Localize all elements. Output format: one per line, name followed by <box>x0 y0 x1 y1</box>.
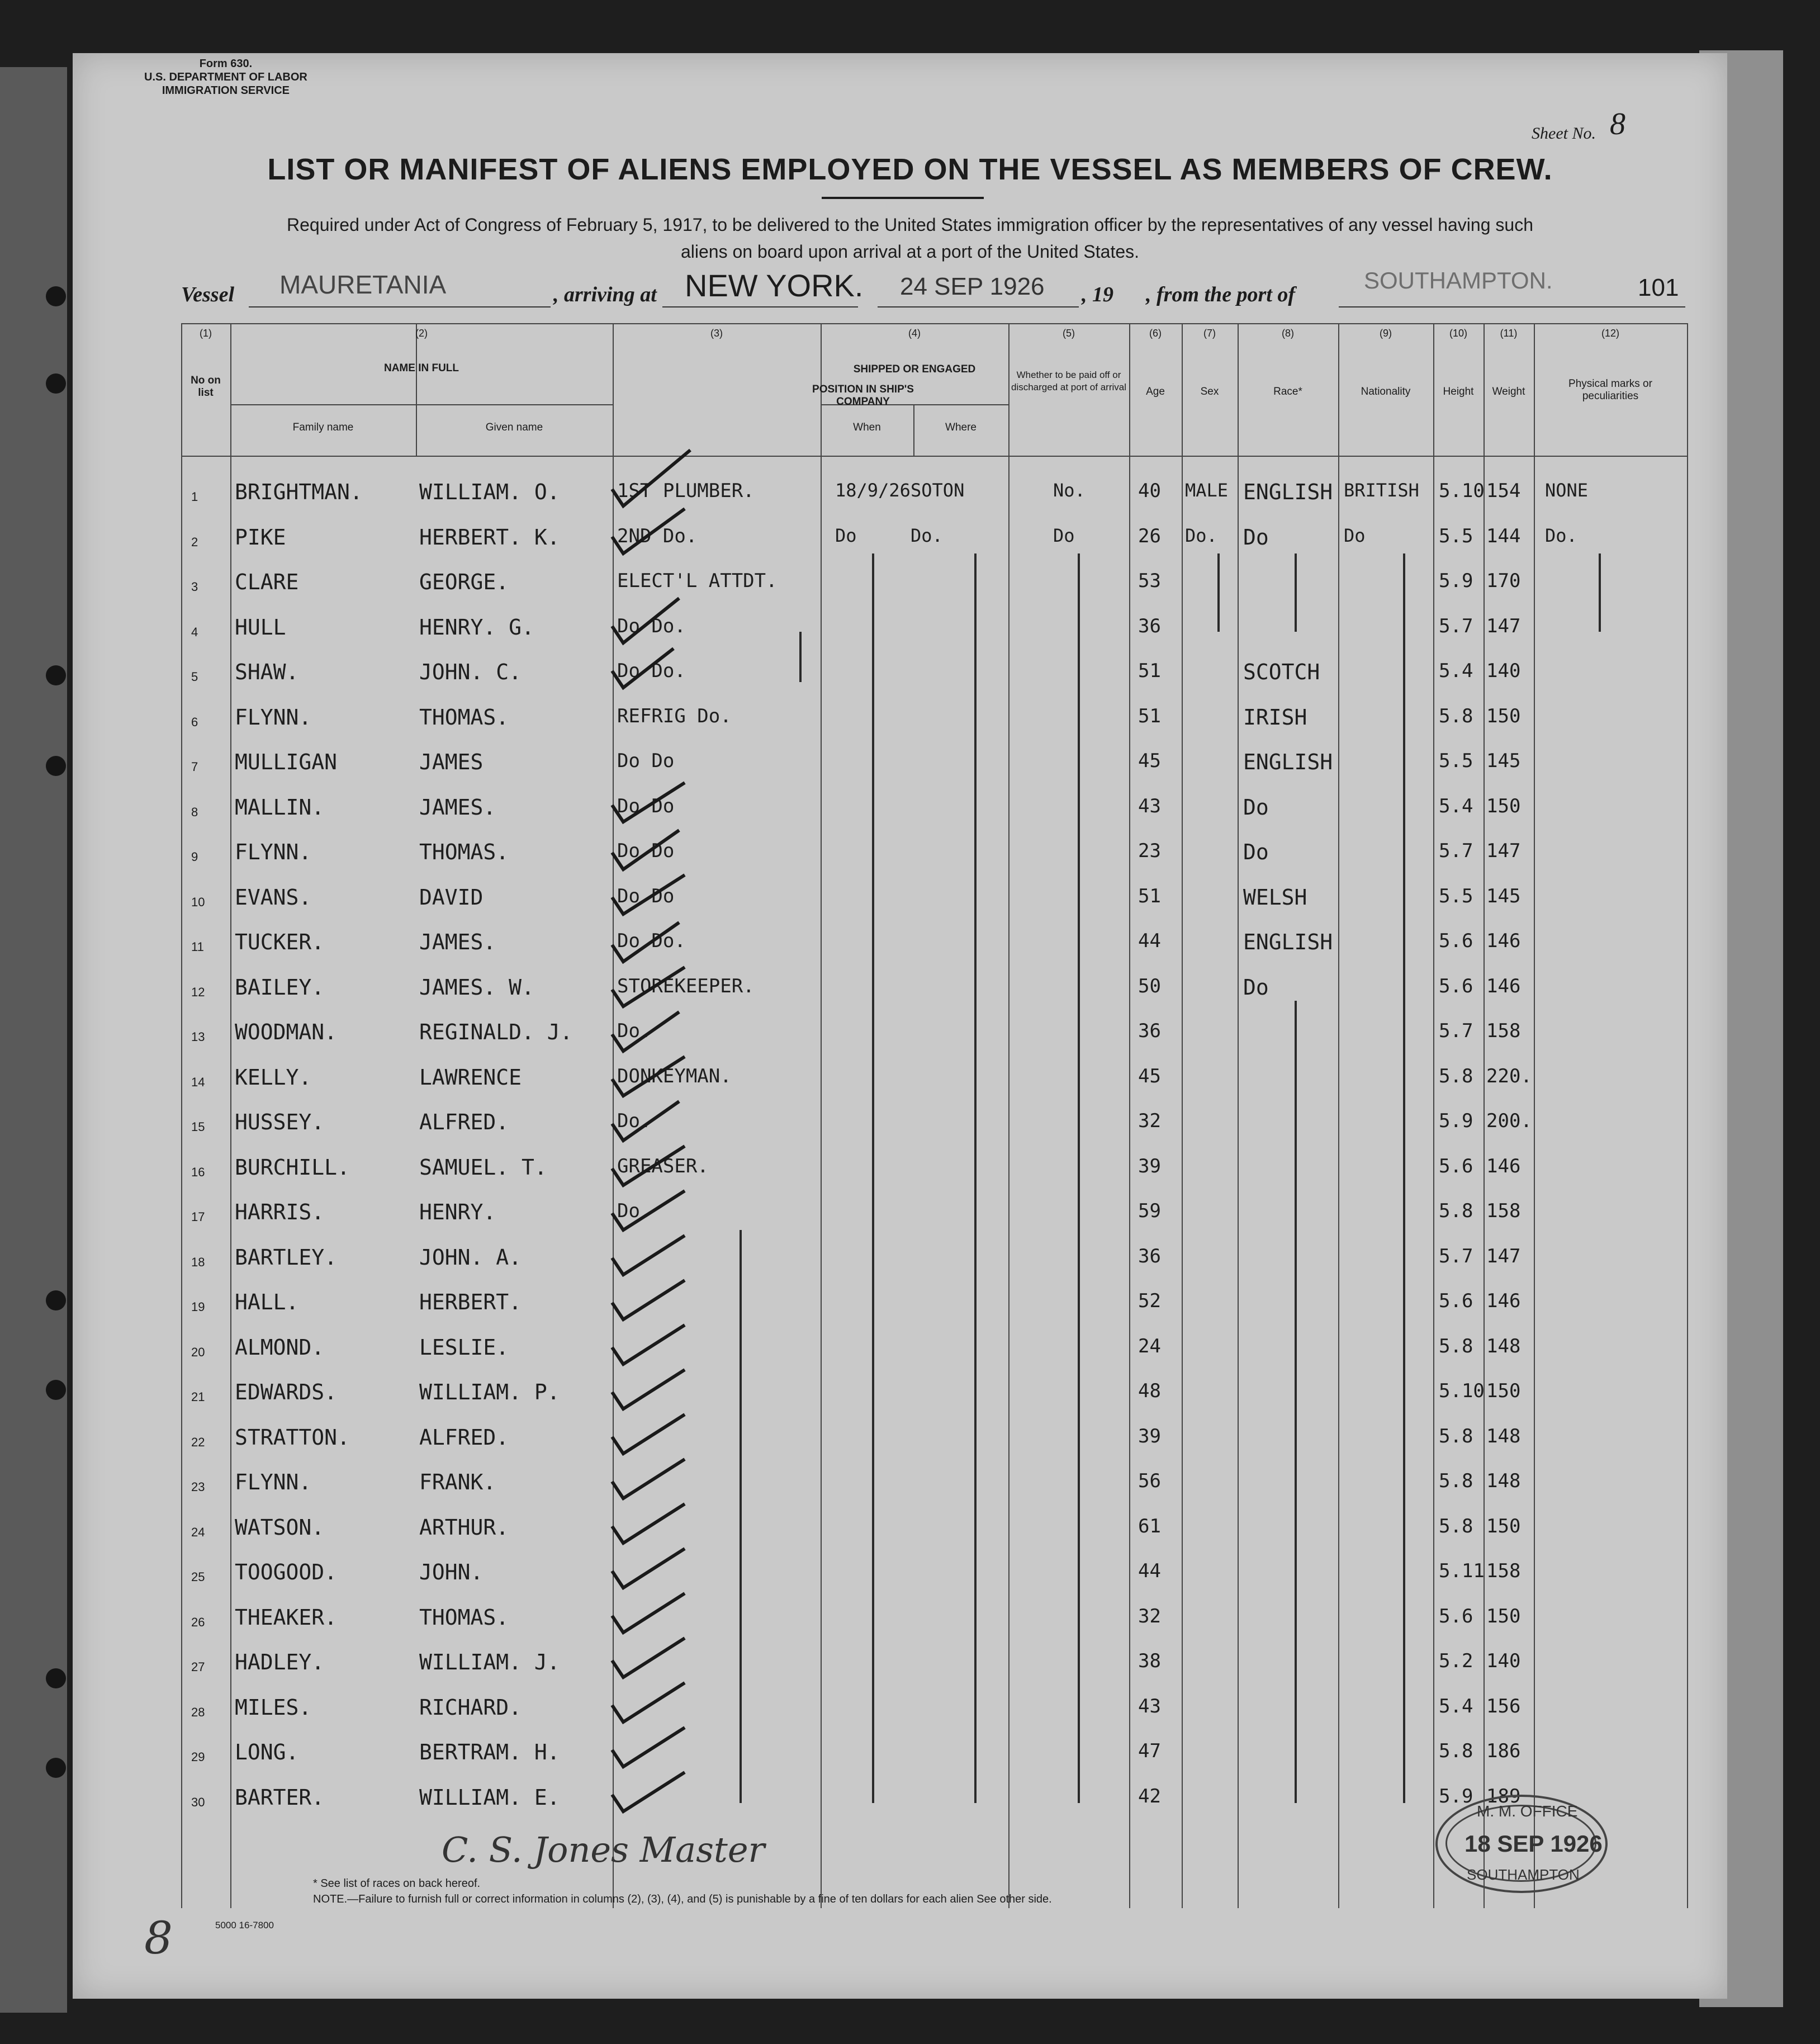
cell-height: 5.8 <box>1439 1064 1473 1087</box>
cell-given: ARTHUR. <box>419 1515 509 1540</box>
row-number: 25 <box>191 1570 205 1584</box>
col-num-5: (5) <box>1063 328 1075 339</box>
cell-when: Do <box>835 524 857 546</box>
row-number: 21 <box>191 1390 205 1404</box>
subtitle-line-1: Required under Act of Congress of February 5, 1917, to be delivered to the United States immigration officer by the representatives of any vessel having such <box>287 215 1533 235</box>
cell-age: 56 <box>1138 1470 1161 1492</box>
cell-age: 51 <box>1138 704 1161 727</box>
cell-race: IRISH <box>1243 704 1307 730</box>
cell-age: 40 <box>1138 480 1161 502</box>
stamp-top-text: M. M. OFFICE <box>1477 1802 1578 1820</box>
cell-age: 23 <box>1138 840 1161 862</box>
cell-weight: 148 <box>1486 1335 1521 1357</box>
cell-weight: 156 <box>1486 1695 1521 1717</box>
row-number: 16 <box>191 1165 205 1179</box>
cell-position: Do Do <box>617 794 675 817</box>
cell-given: HERBERT. K. <box>419 524 560 550</box>
row-number: 12 <box>191 985 205 999</box>
punch-hole <box>46 1758 66 1778</box>
cell-weight: 146 <box>1486 1155 1521 1177</box>
cell-given: HERBERT. <box>419 1290 522 1314</box>
row-number: 20 <box>191 1345 205 1359</box>
punch-hole <box>46 1668 66 1688</box>
cell-weight: 158 <box>1486 1560 1521 1582</box>
cell-position: Do Do <box>617 840 675 862</box>
row-number: 9 <box>191 850 198 864</box>
col-num-10: (10) <box>1449 328 1467 339</box>
cell-age: 51 <box>1138 660 1161 682</box>
cell-height: 5.11 <box>1439 1560 1485 1582</box>
row-number: 29 <box>191 1750 205 1764</box>
col-head-age: Age <box>1146 386 1165 398</box>
from-port-fill-line <box>1339 306 1685 307</box>
cell-weight: 144 <box>1486 524 1521 547</box>
cell-family: MALLIN. <box>235 794 325 820</box>
cell-height: 5.10 <box>1439 1380 1485 1402</box>
col-num-8: (8) <box>1282 328 1294 339</box>
cell-nationality: BRITISH <box>1344 480 1419 501</box>
col-head-physical-marks: Physical marks or peculiarities <box>1568 378 1652 402</box>
table-header-border <box>181 456 1688 457</box>
cell-given: HENRY. <box>419 1200 496 1224</box>
row-number: 30 <box>191 1795 205 1809</box>
row-number: 8 <box>191 805 198 819</box>
cell-height: 5.9 <box>1439 1110 1473 1132</box>
punch-hole <box>46 665 66 685</box>
department-name: U.S. DEPARTMENT OF LABOR <box>144 71 307 83</box>
cell-given: JOHN. C. <box>419 660 522 684</box>
row-number: 26 <box>191 1615 205 1629</box>
cell-race: Do <box>1243 974 1269 1000</box>
penalty-note: NOTE.—Failure to furnish full or correct information in columns (2), (3), (4), and (5) is punishable by a fine of ten dollars for each alien See other side. <box>313 1893 1052 1905</box>
col-head-paid-off: Whether to be paid off or discharged at port of arrival <box>1011 370 1126 392</box>
cell-weight: 158 <box>1486 1020 1521 1042</box>
cell-weight: 158 <box>1486 1200 1521 1222</box>
cell-family: BRIGHTMAN. <box>235 480 363 504</box>
cell-position: Do. <box>617 1110 652 1132</box>
cell-weight: 146 <box>1486 974 1521 997</box>
cell-age: 26 <box>1138 524 1161 547</box>
cell-age: 36 <box>1138 1245 1161 1267</box>
cell-position: Do. <box>617 1200 652 1222</box>
col-num-11: (11) <box>1500 328 1518 339</box>
row-number: 28 <box>191 1705 205 1719</box>
year-label: , 19 <box>1082 283 1113 306</box>
row-number: 6 <box>191 715 198 729</box>
col-head-sex: Sex <box>1200 386 1219 398</box>
cell-given: ALFRED. <box>419 1110 509 1134</box>
cell-given: THOMAS. <box>419 1605 509 1630</box>
cell-family: EDWARDS. <box>235 1380 338 1404</box>
date-fill-line <box>878 306 1079 307</box>
cell-height: 5.7 <box>1439 1020 1473 1042</box>
cell-age: 53 <box>1138 570 1161 592</box>
cell-weight: 147 <box>1486 840 1521 862</box>
cell-weight: 148 <box>1486 1470 1521 1492</box>
cell-given: BERTRAM. H. <box>419 1740 560 1764</box>
cell-position: Do Do. <box>617 614 686 637</box>
cell-height: 5.8 <box>1439 1740 1473 1762</box>
cell-family: FLYNN. <box>235 704 312 730</box>
cell-family: MULLIGAN <box>235 750 338 774</box>
cell-given: LESLIE. <box>419 1335 509 1360</box>
col-num-1: (1) <box>200 328 212 339</box>
col-head-weight: Weight <box>1492 386 1525 398</box>
cell-age: 43 <box>1138 794 1161 817</box>
master-signature: C. S. Jones Master <box>442 1829 765 1870</box>
cell-race: Do <box>1243 840 1269 864</box>
cell-weight: 140 <box>1486 1650 1521 1672</box>
col-head-shipped: SHIPPED OR ENGAGED <box>853 363 976 375</box>
cell-weight: 150 <box>1486 1605 1521 1627</box>
cell-height: 5.6 <box>1439 1155 1473 1177</box>
cell-family: KELLY. <box>235 1064 312 1090</box>
cell-position: Do Do. <box>617 660 686 682</box>
row-number: 17 <box>191 1210 205 1224</box>
row-number: 14 <box>191 1075 205 1089</box>
races-footnote: * See list of races on back hereof. <box>313 1877 481 1890</box>
cell-age: 59 <box>1138 1200 1161 1222</box>
cell-height: 5.10 <box>1439 480 1485 502</box>
cell-age: 32 <box>1138 1605 1161 1627</box>
cell-race: WELSH <box>1243 884 1307 910</box>
corner-page-number: 8 <box>144 1912 173 1964</box>
cell-weight: 148 <box>1486 1425 1521 1447</box>
form-number: Form 630. <box>199 58 253 70</box>
cell-when: 18/9/26 <box>835 480 911 501</box>
cell-family: HULL <box>235 614 286 640</box>
cell-height: 5.9 <box>1439 570 1473 592</box>
cell-given: WILLIAM. E. <box>419 1785 560 1810</box>
cell-age: 44 <box>1138 930 1161 952</box>
cell-age: 32 <box>1138 1110 1161 1132</box>
cell-family: TUCKER. <box>235 930 325 954</box>
cell-given: JOHN. A. <box>419 1245 522 1270</box>
cell-age: 36 <box>1138 614 1161 637</box>
cell-height: 5.4 <box>1439 794 1473 817</box>
cell-family: FLYNN. <box>235 1470 312 1494</box>
form-identifier <box>144 57 307 97</box>
cell-family: STRATTON. <box>235 1425 350 1450</box>
cell-age: 38 <box>1138 1650 1161 1672</box>
cell-race: ENGLISH <box>1243 480 1333 504</box>
cell-weight: 145 <box>1486 884 1521 907</box>
row-number: 10 <box>191 895 205 909</box>
row-number: 1 <box>191 490 198 504</box>
cell-position: ELECT'L ATTDT. <box>617 570 778 592</box>
cell-height: 5.7 <box>1439 1245 1473 1267</box>
cell-race: Do <box>1243 794 1269 820</box>
cell-weight: 150 <box>1486 1515 1521 1537</box>
col-head-nationality: Nationality <box>1361 386 1411 398</box>
row-number: 5 <box>191 670 198 684</box>
row-number: 24 <box>191 1525 205 1539</box>
cell-age: 39 <box>1138 1425 1161 1447</box>
cell-age: 45 <box>1138 1064 1161 1087</box>
row-number: 23 <box>191 1480 205 1494</box>
row-number: 18 <box>191 1255 205 1269</box>
vessel-name: MAURETANIA <box>279 270 447 299</box>
cell-position: Do Do <box>617 884 675 907</box>
cell-family: CLARE <box>235 570 299 594</box>
cell-given: WILLIAM. O. <box>419 480 560 504</box>
vessel-fill-line <box>249 306 551 307</box>
cell-height: 5.5 <box>1439 884 1473 907</box>
cell-given: JAMES. <box>419 930 496 954</box>
cell-given: SAMUEL. T. <box>419 1155 547 1180</box>
row-number: 3 <box>191 580 198 594</box>
cell-paid: Do <box>1053 524 1075 546</box>
cell-position: DONKEYMAN. <box>617 1064 732 1087</box>
cell-age: 51 <box>1138 884 1161 907</box>
cell-height: 5.4 <box>1439 1695 1473 1717</box>
cell-given: ALFRED. <box>419 1425 509 1450</box>
cell-weight: 146 <box>1486 930 1521 952</box>
sheet-number-label: Sheet No. <box>1532 124 1596 143</box>
cell-age: 48 <box>1138 1380 1161 1402</box>
from-port-label: , from the port of <box>1146 283 1296 306</box>
cell-given: JAMES. W. <box>419 974 534 1000</box>
cell-family: BARTER. <box>235 1785 325 1810</box>
cell-family: BARTLEY. <box>235 1245 338 1270</box>
cell-height: 5.6 <box>1439 1605 1473 1627</box>
col-num-2: (2) <box>415 328 428 339</box>
row-number: 7 <box>191 760 198 774</box>
arriving-port: NEW YORK. <box>685 268 864 303</box>
cell-family: BAILEY. <box>235 974 325 1000</box>
cell-weight: 147 <box>1486 1245 1521 1267</box>
cell-family: TOOGOOD. <box>235 1560 338 1584</box>
office-stamp <box>1435 1795 1608 1893</box>
cell-given: DAVID <box>419 884 484 910</box>
cell-given: GEORGE. <box>419 570 509 594</box>
cell-given: JAMES. <box>419 794 496 820</box>
cell-family: PIKE <box>235 524 286 550</box>
row-number: 15 <box>191 1120 205 1134</box>
cell-position: Do Do. <box>617 930 686 952</box>
col-head-height: Height <box>1443 386 1474 398</box>
cell-given: WILLIAM. P. <box>419 1380 560 1404</box>
cell-weight: 150 <box>1486 794 1521 817</box>
cell-height: 5.6 <box>1439 974 1473 997</box>
col-num-7: (7) <box>1203 328 1216 339</box>
subtitle-line-2: aliens on board upon arrival at a port of the United States. <box>680 242 1140 262</box>
cell-weight: 150 <box>1486 704 1521 727</box>
cell-position: Do Do <box>617 750 675 772</box>
row-number: 11 <box>191 940 204 954</box>
col-head-no-on-list: No on list <box>191 375 221 399</box>
cell-age: 42 <box>1138 1785 1161 1808</box>
cell-family: WOODMAN. <box>235 1020 338 1044</box>
table-top-border <box>181 323 1688 324</box>
cell-age: 44 <box>1138 1560 1161 1582</box>
page-title: LIST OR MANIFEST OF ALIENS EMPLOYED ON THE VESSEL AS MEMBERS OF CREW. <box>267 153 1553 186</box>
cell-given: HENRY. G. <box>419 614 534 640</box>
cell-family: FLYNN. <box>235 840 312 864</box>
cell-given: REGINALD. J. <box>419 1020 573 1044</box>
cell-where: SOTON <box>911 480 965 501</box>
col-num-3: (3) <box>710 328 723 339</box>
subtitle <box>0 211 1820 265</box>
cell-age: 45 <box>1138 750 1161 772</box>
list-number: 101 <box>1638 274 1679 301</box>
cell-given: LAWRENCE <box>419 1064 522 1090</box>
cell-sex: Do. <box>1185 524 1217 546</box>
cell-weight: 146 <box>1486 1290 1521 1312</box>
col-num-6: (6) <box>1149 328 1162 339</box>
cell-height: 5.8 <box>1439 1515 1473 1537</box>
cell-height: 5.2 <box>1439 1650 1473 1672</box>
cell-height: 5.8 <box>1439 1335 1473 1357</box>
col-head-race: Race* <box>1273 386 1302 398</box>
cell-race: ENGLISH <box>1243 930 1333 954</box>
cell-paid: No. <box>1053 480 1086 501</box>
service-name: IMMIGRATION SERVICE <box>162 84 290 97</box>
cell-family: EVANS. <box>235 884 312 910</box>
cell-family: HADLEY. <box>235 1650 325 1674</box>
punch-hole <box>46 1290 66 1310</box>
cell-weight: 150 <box>1486 1380 1521 1402</box>
cell-weight: 186 <box>1486 1740 1521 1762</box>
cell-weight: 220. <box>1486 1064 1532 1087</box>
arrival-date-stamp: 24 SEP 1926 <box>900 273 1045 300</box>
arriving-fill-line <box>662 306 858 307</box>
row-number: 19 <box>191 1300 205 1314</box>
punch-hole <box>46 373 66 394</box>
cell-height: 5.8 <box>1439 704 1473 727</box>
cell-family: HUSSEY. <box>235 1110 325 1134</box>
cell-weight: 189 <box>1486 1785 1521 1808</box>
cell-race: Do <box>1243 524 1269 550</box>
cell-position: REFRIG Do. <box>617 704 732 727</box>
sheet-number-value: 8 <box>1610 107 1625 141</box>
cell-position: STOREKEEPER. <box>617 974 755 997</box>
cell-weight: 154 <box>1486 480 1521 502</box>
cell-given: RICHARD. <box>419 1695 522 1720</box>
col-head-name: NAME IN FULL <box>383 362 459 374</box>
cell-height: 5.8 <box>1439 1425 1473 1447</box>
cell-marks: NONE <box>1545 480 1589 501</box>
cell-given: THOMAS. <box>419 704 509 730</box>
row-number: 13 <box>191 1030 205 1044</box>
row-number: 2 <box>191 534 198 549</box>
cell-age: 61 <box>1138 1515 1161 1537</box>
cell-family: HALL. <box>235 1290 299 1314</box>
cell-family: ALMOND. <box>235 1335 325 1360</box>
cell-height: 5.7 <box>1439 614 1473 637</box>
cell-family: HARRIS. <box>235 1200 325 1224</box>
punch-hole <box>46 756 66 776</box>
cell-height: 5.6 <box>1439 930 1473 952</box>
crew-manifest-table <box>181 323 1688 1908</box>
cell-where: Do. <box>911 524 943 546</box>
scanner-background-left <box>0 67 67 2013</box>
arriving-label: , arriving at <box>553 283 657 306</box>
col-head-family-name: Family name <box>292 422 354 433</box>
col-head-given-name: Given name <box>485 422 543 433</box>
cell-family: MILES. <box>235 1695 312 1720</box>
cell-weight: 140 <box>1486 660 1521 682</box>
cell-age: 50 <box>1138 974 1161 997</box>
cell-given: JOHN. <box>419 1560 484 1584</box>
row-number: 4 <box>191 624 198 639</box>
stamp-bottom-text: SOUTHAMPTON <box>1467 1866 1580 1883</box>
cell-family: WATSON. <box>235 1515 325 1540</box>
cell-height: 5.7 <box>1439 840 1473 862</box>
col-num-4: (4) <box>908 328 921 339</box>
cell-height: 5.9 <box>1439 1785 1473 1808</box>
print-code: 5000 16-7800 <box>215 1920 274 1931</box>
cell-weight: 145 <box>1486 750 1521 772</box>
cell-age: 36 <box>1138 1020 1161 1042</box>
cell-given: JAMES <box>419 750 484 774</box>
cell-marks: Do. <box>1545 524 1577 546</box>
cell-height: 5.8 <box>1439 1470 1473 1492</box>
from-port: SOUTHAMPTON. <box>1364 267 1553 294</box>
cell-height: 5.5 <box>1439 750 1473 772</box>
cell-nationality: Do <box>1344 524 1366 546</box>
cell-position: GREASER. <box>617 1155 709 1177</box>
cell-age: 43 <box>1138 1695 1161 1717</box>
cell-height: 5.6 <box>1439 1290 1473 1312</box>
cell-family: BURCHILL. <box>235 1155 350 1180</box>
row-number: 27 <box>191 1660 205 1674</box>
cell-weight: 200. <box>1486 1110 1532 1132</box>
vessel-label: Vessel <box>181 283 234 306</box>
punch-hole <box>46 286 66 306</box>
col-head-position: POSITION IN SHIP'S COMPANY <box>812 384 914 408</box>
cell-age: 39 <box>1138 1155 1161 1177</box>
cell-family: THEAKER. <box>235 1605 338 1630</box>
stamp-date: 18 SEP 1926 <box>1464 1830 1603 1857</box>
cell-position: Do. <box>617 1020 652 1042</box>
cell-position: 2ND Do. <box>617 524 698 547</box>
cell-height: 5.4 <box>1439 660 1473 682</box>
col-head-when: When <box>853 422 881 433</box>
row-number: 22 <box>191 1435 205 1449</box>
cell-race: ENGLISH <box>1243 750 1333 774</box>
col-num-12: (12) <box>1601 328 1619 339</box>
cell-given: THOMAS. <box>419 840 509 864</box>
cell-given: WILLIAM. J. <box>419 1650 560 1674</box>
cell-weight: 147 <box>1486 614 1521 637</box>
cell-age: 47 <box>1138 1740 1161 1762</box>
cell-height: 5.5 <box>1439 524 1473 547</box>
cell-sex: MALE <box>1185 480 1229 501</box>
cell-age: 24 <box>1138 1335 1161 1357</box>
col-head-where: Where <box>945 422 977 433</box>
cell-position: 1ST PLUMBER. <box>617 480 755 502</box>
cell-race: SCOTCH <box>1243 660 1320 684</box>
cell-given: FRANK. <box>419 1470 496 1494</box>
punch-hole <box>46 1380 66 1400</box>
cell-family: LONG. <box>235 1740 299 1764</box>
title-underline <box>822 197 984 199</box>
col-num-9: (9) <box>1380 328 1392 339</box>
cell-age: 52 <box>1138 1290 1161 1312</box>
cell-weight: 170 <box>1486 570 1521 592</box>
cell-family: SHAW. <box>235 660 299 684</box>
cell-height: 5.8 <box>1439 1200 1473 1222</box>
